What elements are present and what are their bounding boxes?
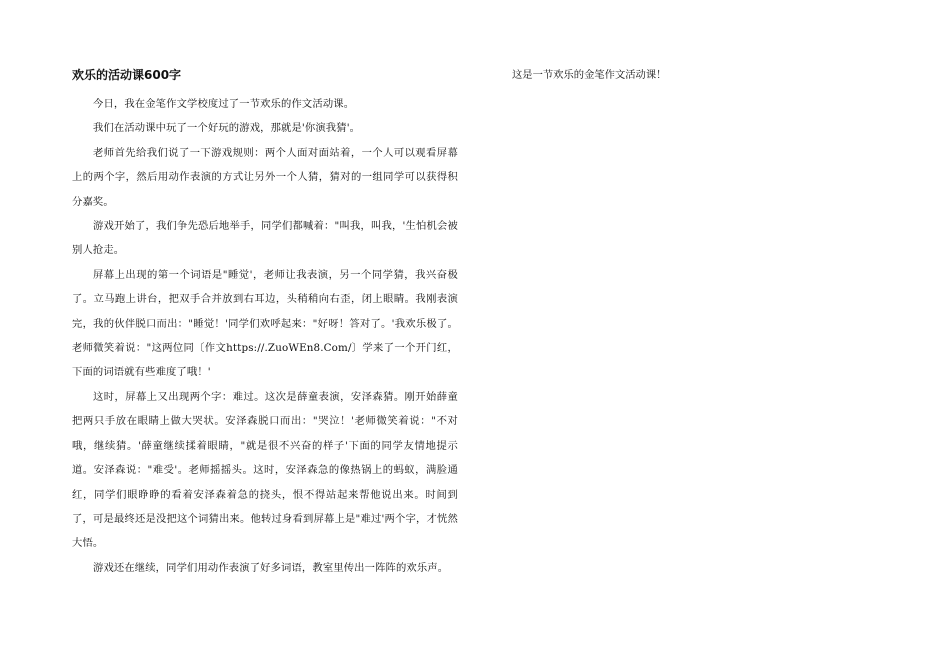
side-column [512, 64, 892, 86]
summary-note: 这是一节欢乐的金笔作文活动课！ [512, 69, 667, 81]
article-paragraph: 游戏开始了，我们争先恐后地举手，同学们都喊着："叫我，叫我，'生怕机会被别人抢走。 [72, 220, 458, 257]
article-paragraph: 游戏还在继续，同学们用动作表演了好多词语，教室里传出一阵阵的欢乐声。 [93, 561, 449, 574]
article-paragraph: 我们在活动课中玩了一个好玩的游戏，那就是'你演我猜'。 [93, 122, 361, 135]
article-paragraph: 老师首先给我们说了一下游戏规则：两个人面对面站着，一个人可以观看屏幕上的两个字，然后用动作表演的方式让另外一个人猜，猜对的一组同学可以获得积分嘉奖。 [72, 146, 458, 208]
article-paragraph: 今日，我在金笔作文学校度过了一节欢乐的作文活动课。 [93, 98, 355, 110]
article-title: 欢乐的活动课600字 [72, 68, 182, 82]
article-column [72, 66, 458, 580]
article-paragraph: 屏幕上出现的第一个词语是"睡觉'，老师让我表演，另一个同学猜，我兴奋极了。立马跑上讲台，把双手合并放到右耳边，头稍稍向右歪，闭上眼睛。我刚表演完，我的伙伴脱口而出："睡觉！'同学们欢呼起来："好呀！答对了。'我欢乐极了。老师微笑着说："这两位同〔作文https://.ZuoWEn8.Com/〕学来了一个开门红，下面的词语就有些难度了哦！' [72, 268, 458, 379]
article-paragraph: 这时，屏幕上又出现两个字：难过。这次是薛童表演，安泽森猜。刚开始薛童把两只手放在眼睛上做大哭状。安泽森脱口而出："哭泣！'老师微笑着说："不对哦，继续猜。'薛童继续揉着眼睛，"就是很不兴奋的样子'下面的同学友情地提示道。安泽森说："难受'。老师摇摇头。这时，安泽森急的像热锅上的蚂蚁，满脸通红，同学们眼睁睁的看着安泽森着急的挠头，恨不得站起来帮他说出来。时间到了，可是最终还是没把这个词猜出来。他转过身看到屏幕上是"难过'两个字，才恍然大悟。 [72, 390, 458, 550]
